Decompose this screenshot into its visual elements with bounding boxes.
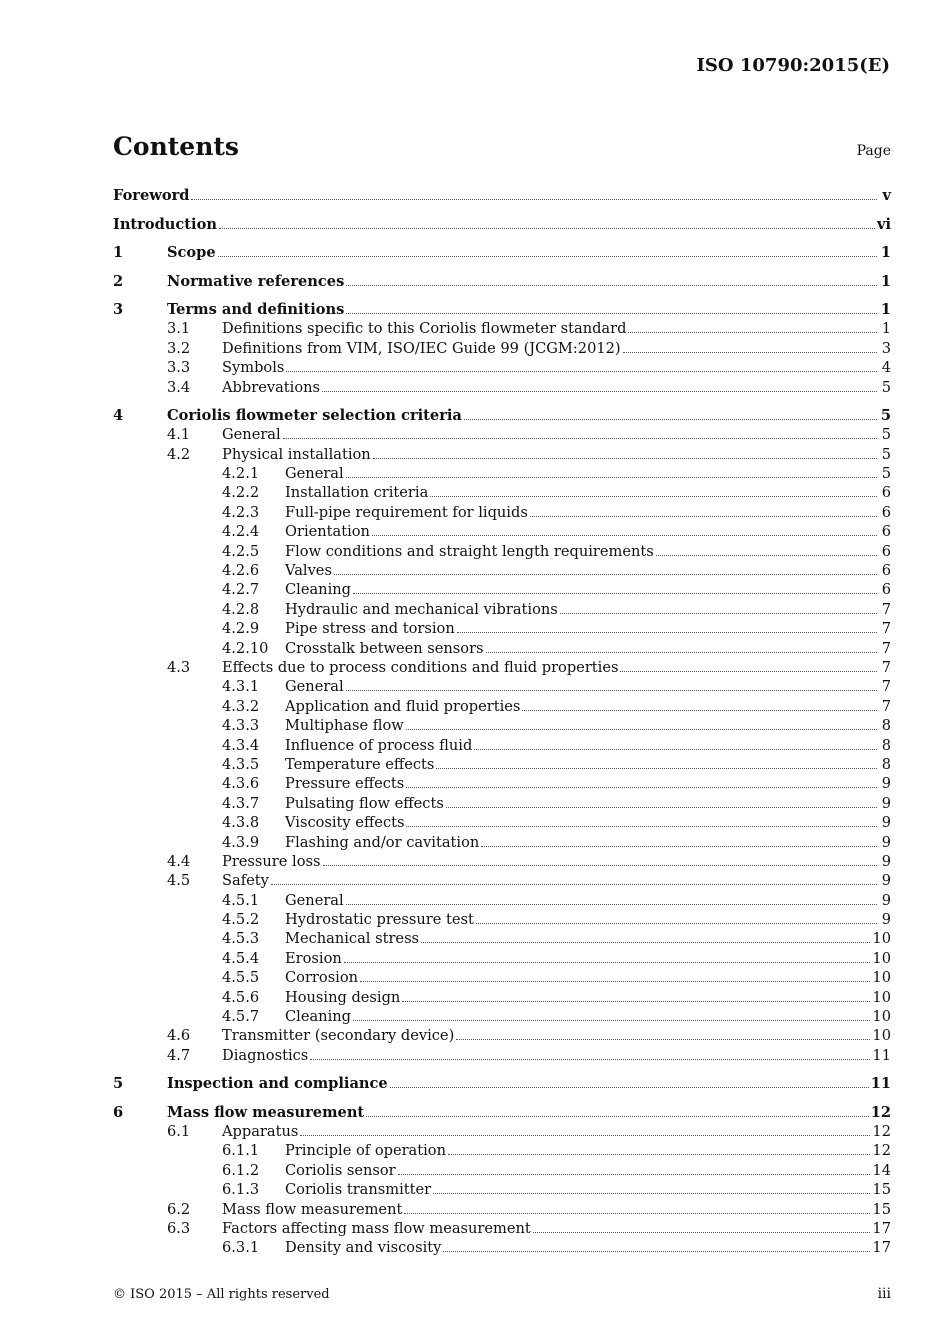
- toc-entry[interactable]: [113, 599, 891, 618]
- dot-leader: [366, 1116, 869, 1117]
- toc-entry-number: 4.2.2: [222, 484, 260, 502]
- toc-entry-title: Inspection and compliance: [167, 1075, 388, 1093]
- toc-entry-page: 7: [881, 639, 891, 657]
- toc-entry-title: Terms and definitions: [167, 300, 345, 318]
- dot-leader: [656, 555, 877, 556]
- toc-entry-title: Corrosion: [285, 969, 359, 987]
- dot-leader: [406, 787, 877, 788]
- toc-entry-page: vi: [876, 215, 891, 233]
- toc-entry-page: 6: [881, 581, 891, 599]
- dot-leader: [522, 710, 877, 711]
- toc-entry-title: Hydrostatic pressure test: [285, 911, 474, 929]
- toc-entry-title: Symbols: [222, 359, 285, 377]
- dot-leader: [464, 419, 877, 420]
- dot-leader: [219, 228, 875, 229]
- toc-entry-title: Principle of operation: [285, 1142, 446, 1160]
- dot-leader: [344, 962, 871, 963]
- toc-entry[interactable]: [113, 541, 891, 560]
- toc-entry-number: 4.5.7: [222, 1008, 260, 1026]
- toc-entry-number: 3.1: [167, 320, 191, 338]
- toc-entry[interactable]: [113, 300, 891, 319]
- toc-entry-number: 1: [113, 244, 124, 262]
- footer-copyright: © ISO 2015 – All rights reserved: [113, 1287, 330, 1302]
- dot-leader: [372, 535, 877, 536]
- toc-entry-page: 1: [881, 320, 891, 338]
- toc-entry[interactable]: [113, 832, 891, 851]
- toc-entry[interactable]: [113, 755, 891, 774]
- toc-entry-page: 5: [881, 465, 891, 483]
- toc-entry-title: Density and viscosity: [285, 1239, 442, 1257]
- toc-entry-number: 4.2.1: [222, 465, 260, 483]
- toc-entry-page: 14: [872, 1161, 891, 1179]
- toc-entry[interactable]: [113, 1199, 891, 1218]
- toc-entry-number: 6: [113, 1103, 124, 1121]
- dot-leader: [323, 865, 878, 866]
- toc-entry-page: 10: [872, 988, 891, 1006]
- dot-leader: [448, 1154, 870, 1155]
- toc-entry-page: 9: [881, 794, 891, 812]
- toc-entry-number: 4.3.4: [222, 736, 260, 754]
- toc-entry[interactable]: [113, 677, 891, 696]
- dot-leader: [271, 884, 877, 885]
- dot-leader: [457, 632, 877, 633]
- toc-entry-number: 4.2.5: [222, 542, 260, 560]
- toc-entry[interactable]: [113, 813, 891, 832]
- toc-entry-page: 7: [881, 678, 891, 696]
- toc-entry[interactable]: [113, 1007, 891, 1026]
- toc-entry-number: 4.3: [167, 658, 191, 676]
- dot-leader: [533, 1232, 871, 1233]
- dot-leader: [476, 923, 877, 924]
- toc-entry[interactable]: [113, 735, 891, 754]
- toc-entry[interactable]: [113, 1180, 891, 1199]
- dot-leader: [623, 352, 877, 353]
- toc-entry-page: 4: [881, 359, 891, 377]
- toc-entry-number: 6.3.1: [222, 1239, 260, 1257]
- toc-entry[interactable]: [113, 1160, 891, 1179]
- toc-entry-title: Erosion: [285, 949, 342, 967]
- toc-entry-page: 6: [881, 484, 891, 502]
- toc-entry-page: 11: [872, 1046, 891, 1064]
- toc-entry-number: 4.3.3: [222, 717, 260, 735]
- toc-entry-number: 3: [113, 300, 124, 318]
- toc-entry-page: 9: [881, 775, 891, 793]
- toc-entry-page: 15: [872, 1181, 891, 1199]
- toc-entry-title: Foreword: [113, 187, 190, 205]
- toc-entry-number: 3.4: [167, 378, 191, 396]
- toc-entry-page: 9: [881, 911, 891, 929]
- page-column-label: Page: [856, 143, 891, 159]
- toc-entry[interactable]: [113, 186, 891, 205]
- toc-entry-title: Scope: [167, 244, 216, 262]
- toc-entry[interactable]: [113, 968, 891, 987]
- toc-entry-page: 9: [881, 833, 891, 851]
- toc-entry-title: Viscosity effects: [285, 814, 405, 832]
- toc-entry-title: Definitions from VIM, ISO/IEC Guide 99 (JCGM:2012): [222, 339, 621, 357]
- toc-entry-title: Normative references: [167, 272, 345, 290]
- toc-entry-number: 4.1: [167, 426, 191, 444]
- toc-entry-page: 8: [881, 755, 891, 773]
- toc-entry-number: 6.2: [167, 1200, 191, 1218]
- toc-entry[interactable]: [113, 638, 891, 657]
- toc-entry-number: 4.5.1: [222, 891, 260, 909]
- toc-entry-number: 4.5.5: [222, 969, 260, 987]
- dot-leader: [421, 942, 870, 943]
- toc-entry[interactable]: [113, 358, 891, 377]
- dot-leader: [322, 391, 877, 392]
- table-of-contents: [113, 186, 891, 1257]
- toc-entry-page: 5: [881, 378, 891, 396]
- toc-entry-title: Coriolis transmitter: [285, 1181, 432, 1199]
- toc-entry[interactable]: [113, 774, 891, 793]
- toc-entry-number: 3.3: [167, 359, 191, 377]
- dot-leader: [390, 1087, 869, 1088]
- toc-entry-title: Influence of process fluid: [285, 736, 473, 754]
- toc-entry-page: 11: [870, 1075, 891, 1093]
- toc-entry-page: 10: [872, 930, 891, 948]
- toc-entry[interactable]: [113, 561, 891, 580]
- toc-entry-title: Abbrevations: [222, 378, 320, 396]
- toc-entry-title: Valves: [285, 562, 332, 580]
- toc-entry-page: 8: [881, 736, 891, 754]
- toc-entry-title: Definitions specific to this Coriolis flowmeter standard: [222, 320, 627, 338]
- dot-leader: [406, 826, 877, 827]
- dot-leader: [346, 690, 877, 691]
- toc-entry[interactable]: [113, 319, 891, 338]
- toc-entry-page: 10: [872, 1008, 891, 1026]
- toc-entry-number: 4.7: [167, 1046, 191, 1064]
- toc-entry-title: Orientation: [285, 523, 370, 541]
- toc-entry-page: 12: [870, 1103, 891, 1121]
- dot-leader: [353, 1020, 870, 1021]
- toc-entry[interactable]: [113, 271, 891, 290]
- toc-entry-title: Mass flow measurement: [167, 1103, 365, 1121]
- toc-entry-page: 6: [881, 562, 891, 580]
- toc-entry-number: 2: [113, 272, 124, 290]
- toc-entry-title: Effects due to process conditions and fluid properties: [222, 658, 619, 676]
- dot-leader: [486, 652, 877, 653]
- toc-entry-number: 4.2.8: [222, 600, 260, 618]
- toc-entry[interactable]: [113, 580, 891, 599]
- toc-entry[interactable]: [113, 1102, 891, 1121]
- toc-entry-number: 4.6: [167, 1027, 191, 1045]
- dot-leader: [398, 1174, 871, 1175]
- toc-entry-title: Mechanical stress: [285, 930, 420, 948]
- dot-leader: [283, 438, 877, 439]
- dot-leader: [402, 1001, 870, 1002]
- toc-entry-title: Factors affecting mass flow measurement: [222, 1219, 531, 1237]
- dot-leader: [436, 768, 877, 769]
- toc-entry-number: 3.2: [167, 339, 191, 357]
- toc-entry[interactable]: [113, 948, 891, 967]
- toc-entry-title: Apparatus: [222, 1122, 299, 1140]
- toc-entry[interactable]: [113, 716, 891, 735]
- toc-entry[interactable]: [113, 1238, 891, 1257]
- toc-entry-title: Physical installation: [222, 445, 371, 463]
- toc-entry[interactable]: [113, 890, 891, 909]
- toc-entry-page: 6: [881, 503, 891, 521]
- toc-entry-number: 4.5.6: [222, 988, 260, 1006]
- toc-entry-title: Coriolis flowmeter selection criteria: [167, 406, 462, 424]
- toc-entry-page: 15: [872, 1200, 891, 1218]
- dot-leader: [334, 574, 877, 575]
- toc-entry-title: Application and fluid properties: [285, 697, 521, 715]
- toc-entry-number: 4.3.2: [222, 697, 260, 715]
- toc-entry[interactable]: [113, 406, 891, 425]
- toc-entry-page: 10: [872, 1027, 891, 1045]
- toc-entry-number: 4.5.4: [222, 949, 260, 967]
- toc-entry-page: 9: [881, 852, 891, 870]
- toc-entry[interactable]: [113, 910, 891, 929]
- toc-entry-title: Safety: [222, 872, 269, 890]
- toc-entry-title: General: [285, 891, 344, 909]
- toc-entry-page: 5: [881, 445, 891, 463]
- toc-entry-title: Housing design: [285, 988, 401, 1006]
- toc-entry-page: 1: [880, 244, 891, 262]
- toc-entry-title: General: [285, 465, 344, 483]
- contents-heading: Contents: [113, 132, 240, 161]
- dot-leader: [346, 904, 877, 905]
- toc-entry[interactable]: [113, 1122, 891, 1141]
- dot-leader: [456, 1039, 870, 1040]
- toc-entry-page: v: [882, 187, 891, 205]
- toc-entry-title: Full-pipe requirement for liquids: [285, 503, 528, 521]
- toc-entry[interactable]: [113, 483, 891, 502]
- toc-entry[interactable]: [113, 1026, 891, 1045]
- toc-entry-page: 9: [881, 891, 891, 909]
- toc-entry-title: Transmitter (secondary device): [222, 1027, 455, 1045]
- toc-entry-title: Pressure effects: [285, 775, 405, 793]
- toc-entry[interactable]: [113, 464, 891, 483]
- dot-leader: [560, 613, 877, 614]
- toc-entry-number: 4.2.9: [222, 620, 260, 638]
- toc-entry-number: 4.3.1: [222, 678, 260, 696]
- toc-entry-title: Cleaning: [285, 581, 351, 599]
- toc-entry-title: Coriolis sensor: [285, 1161, 396, 1179]
- toc-entry-number: 4.3.9: [222, 833, 260, 851]
- toc-entry-title: Temperature effects: [285, 755, 435, 773]
- toc-entry-page: 3: [881, 339, 891, 357]
- toc-entry-number: 6.1.3: [222, 1181, 260, 1199]
- dot-leader: [353, 593, 877, 594]
- toc-entry[interactable]: [113, 243, 891, 262]
- toc-entry[interactable]: [113, 214, 891, 233]
- toc-entry-number: 6.3: [167, 1219, 191, 1237]
- toc-entry[interactable]: [113, 793, 891, 812]
- toc-entry-page: 7: [881, 600, 891, 618]
- toc-entry[interactable]: [113, 444, 891, 463]
- toc-entry[interactable]: [113, 696, 891, 715]
- toc-entry-number: 4.4: [167, 852, 191, 870]
- toc-entry-title: Diagnostics: [222, 1046, 309, 1064]
- toc-entry-number: 4.2.3: [222, 503, 260, 521]
- toc-entry-number: 4.3.7: [222, 794, 260, 812]
- toc-entry-title: Mass flow measurement: [222, 1200, 403, 1218]
- dot-leader: [346, 285, 877, 286]
- dot-leader: [430, 496, 877, 497]
- toc-entry-number: 4.2.4: [222, 523, 260, 541]
- toc-entry-number: 4.2.10: [222, 639, 269, 657]
- toc-entry-page: 9: [881, 872, 891, 890]
- footer-page-number: iii: [877, 1286, 891, 1302]
- toc-entry-page: 7: [881, 620, 891, 638]
- dot-leader: [443, 1251, 870, 1252]
- toc-entry-page: 17: [872, 1239, 891, 1257]
- toc-entry-page: 7: [881, 697, 891, 715]
- dot-leader: [218, 256, 877, 257]
- toc-entry[interactable]: [113, 929, 891, 948]
- toc-entry[interactable]: [113, 852, 891, 871]
- dot-leader: [404, 1213, 870, 1214]
- dot-leader: [373, 458, 877, 459]
- toc-entry-title: Pressure loss: [222, 852, 321, 870]
- toc-entry[interactable]: [113, 1219, 891, 1238]
- dot-leader: [433, 1193, 870, 1194]
- toc-entry-number: 4.2.7: [222, 581, 260, 599]
- toc-entry-page: 6: [881, 523, 891, 541]
- toc-entry-title: Installation criteria: [285, 484, 429, 502]
- toc-entry-number: 6.1: [167, 1122, 191, 1140]
- toc-entry-page: 17: [872, 1219, 891, 1237]
- toc-entry-number: 4.5.2: [222, 911, 260, 929]
- toc-entry[interactable]: [113, 619, 891, 638]
- toc-entry-title: Introduction: [113, 215, 217, 233]
- toc-entry[interactable]: [113, 502, 891, 521]
- toc-entry-number: 4.3.8: [222, 814, 260, 832]
- dot-leader: [481, 846, 877, 847]
- toc-entry-page: 9: [881, 814, 891, 832]
- toc-entry-title: Hydraulic and mechanical vibrations: [285, 600, 558, 618]
- dot-leader: [286, 371, 877, 372]
- toc-entry-title: General: [222, 426, 281, 444]
- toc-entry-title: Flashing and/or cavitation: [285, 833, 480, 851]
- toc-entry-number: 5: [113, 1075, 124, 1093]
- toc-entry-number: 6.1.2: [222, 1161, 260, 1179]
- toc-entry[interactable]: [113, 871, 891, 890]
- toc-entry-title: Pipe stress and torsion: [285, 620, 455, 638]
- toc-entry[interactable]: [113, 1045, 891, 1064]
- toc-entry-number: 4: [113, 406, 124, 424]
- toc-entry[interactable]: [113, 1074, 891, 1093]
- toc-entry-title: Pulsating flow effects: [285, 794, 444, 812]
- toc-entry-page: 7: [881, 658, 891, 676]
- toc-entry-number: 4.3.6: [222, 775, 260, 793]
- dot-leader: [346, 477, 877, 478]
- toc-entry[interactable]: [113, 658, 891, 677]
- toc-entry[interactable]: [113, 377, 891, 396]
- toc-entry[interactable]: [113, 987, 891, 1006]
- dot-leader: [360, 981, 870, 982]
- toc-entry-number: 6.1.1: [222, 1142, 260, 1160]
- toc-entry-page: 5: [881, 426, 891, 444]
- dot-leader: [406, 729, 877, 730]
- dot-leader: [530, 516, 877, 517]
- dot-leader: [446, 807, 877, 808]
- toc-entry-title: Crosstalk between sensors: [285, 639, 484, 657]
- document-id: ISO 10790:2015(E): [696, 55, 890, 76]
- toc-entry-page: 1: [880, 300, 891, 318]
- toc-entry-page: 12: [872, 1122, 891, 1140]
- dot-leader: [300, 1135, 870, 1136]
- toc-entry-number: 4.2.6: [222, 562, 260, 580]
- dot-leader: [620, 671, 877, 672]
- toc-entry[interactable]: [113, 338, 891, 357]
- toc-entry-page: 1: [880, 272, 891, 290]
- dot-leader: [474, 749, 877, 750]
- toc-entry[interactable]: [113, 522, 891, 541]
- toc-entry-page: 10: [872, 949, 891, 967]
- toc-entry-number: 4.5.3: [222, 930, 260, 948]
- dot-leader: [310, 1059, 870, 1060]
- toc-entry-page: 10: [872, 969, 891, 987]
- toc-entry-title: Cleaning: [285, 1008, 351, 1026]
- toc-entry-number: 4.5: [167, 872, 191, 890]
- toc-entry-page: 6: [881, 542, 891, 560]
- toc-entry[interactable]: [113, 425, 891, 444]
- dot-leader: [191, 199, 877, 200]
- toc-entry-number: 4.2: [167, 445, 191, 463]
- dot-leader: [346, 313, 877, 314]
- toc-entry-number: 4.3.5: [222, 755, 260, 773]
- toc-entry-title: Multiphase flow: [285, 717, 404, 735]
- toc-entry-page: 12: [872, 1142, 891, 1160]
- toc-entry-title: Flow conditions and straight length requirements: [285, 542, 654, 560]
- toc-entry[interactable]: [113, 1141, 891, 1160]
- toc-entry-page: 5: [880, 406, 891, 424]
- toc-entry-page: 8: [881, 717, 891, 735]
- dot-leader: [628, 332, 877, 333]
- toc-entry-title: General: [285, 678, 344, 696]
